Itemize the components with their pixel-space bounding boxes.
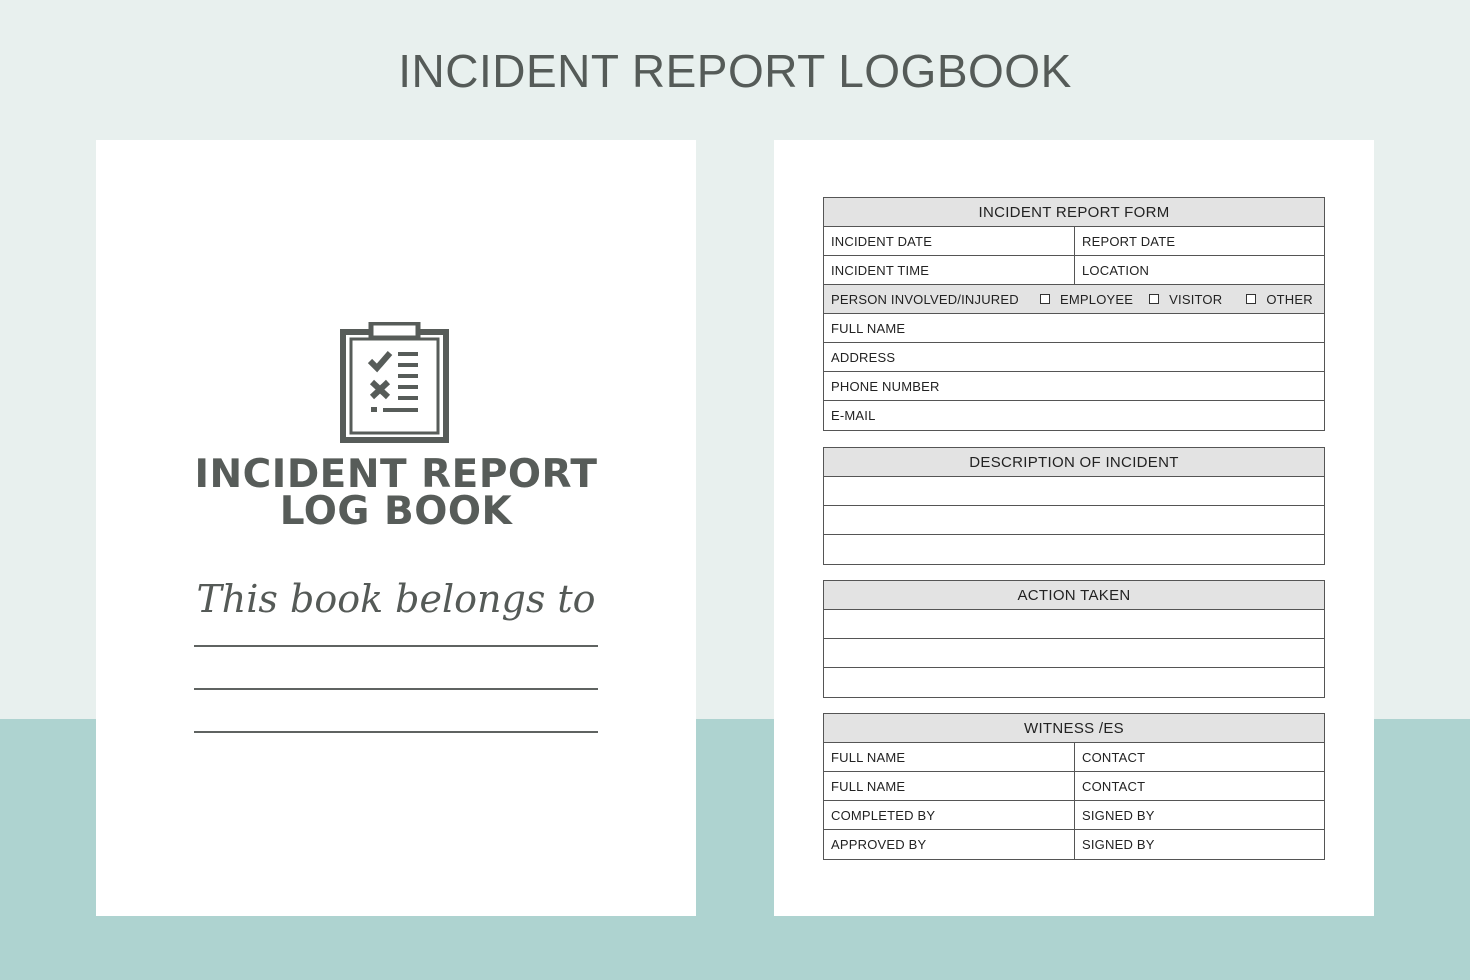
form-row — [824, 372, 1324, 401]
clipboard-checklist-icon — [340, 322, 452, 446]
location-field[interactable]: LOCATION — [1074, 256, 1324, 284]
approved-by-field[interactable]: APPROVED BY — [831, 837, 927, 852]
witness-full-name-field[interactable]: FULL NAME — [831, 749, 906, 765]
cover-page — [96, 140, 696, 916]
banner-title: INCIDENT REPORT LOGBOOK — [398, 45, 1072, 97]
witness-row — [824, 743, 1324, 772]
description-header: DESCRIPTION OF INCIDENT — [824, 448, 1324, 477]
witness-row — [824, 772, 1324, 801]
witness-contact-field[interactable]: CONTACT — [1074, 743, 1324, 771]
form-row — [824, 401, 1324, 430]
owner-write-line[interactable] — [194, 731, 598, 733]
belongs-to-text: This book belongs to — [196, 577, 596, 621]
address-field[interactable]: ADDRESS — [831, 349, 896, 365]
witness-header: WITNESS /ES — [824, 714, 1324, 743]
incident-date-field[interactable]: INCIDENT DATE — [831, 233, 933, 249]
person-type-options — [1030, 285, 1313, 313]
action-taken-line[interactable] — [824, 639, 1324, 668]
witness-row — [824, 801, 1324, 830]
description-line[interactable] — [824, 506, 1324, 535]
description-line[interactable] — [824, 535, 1324, 564]
full-name-field[interactable]: FULL NAME — [831, 320, 906, 336]
person-involved-label: PERSON INVOLVED/INJURED — [831, 291, 1019, 307]
other-option[interactable] — [1246, 292, 1313, 307]
completed-by-field[interactable]: COMPLETED BY — [831, 807, 936, 823]
phone-number-field[interactable]: PHONE NUMBER — [831, 378, 940, 394]
email-field[interactable]: E-MAIL — [831, 408, 876, 423]
incident-report-form — [823, 197, 1325, 431]
description-section — [823, 447, 1325, 565]
employee-checkbox[interactable] — [1040, 294, 1050, 304]
employee-label: EMPLOYEE — [1060, 291, 1134, 307]
signed-by-field[interactable]: SIGNED BY — [1074, 801, 1324, 829]
visitor-label: VISITOR — [1169, 291, 1223, 307]
action-taken-section — [823, 580, 1325, 698]
witness-full-name-field[interactable]: FULL NAME — [831, 778, 906, 794]
form-page — [774, 140, 1374, 916]
form-row — [824, 227, 1324, 256]
form-row — [824, 314, 1324, 343]
signed-by-field[interactable]: SIGNED BY — [1074, 830, 1324, 859]
cover-title-line2: LOG BOOK — [279, 489, 513, 534]
report-date-field[interactable]: REPORT DATE — [1074, 227, 1324, 255]
owner-write-line[interactable] — [194, 645, 598, 647]
employee-option[interactable] — [1040, 292, 1133, 307]
visitor-checkbox[interactable] — [1149, 294, 1159, 304]
witness-row — [824, 830, 1324, 859]
other-checkbox[interactable] — [1246, 294, 1256, 304]
person-involved-row — [824, 285, 1324, 314]
cover-title-line1: INCIDENT REPORT — [194, 452, 598, 497]
description-line[interactable] — [824, 477, 1324, 506]
form-header: INCIDENT REPORT FORM — [824, 198, 1324, 227]
visitor-option[interactable] — [1149, 292, 1222, 307]
owner-write-line[interactable] — [194, 688, 598, 690]
other-label: OTHER — [1266, 291, 1313, 307]
action-taken-line[interactable] — [824, 610, 1324, 639]
witness-section — [823, 713, 1325, 860]
incident-time-field[interactable]: INCIDENT TIME — [831, 262, 930, 278]
action-taken-line[interactable] — [824, 668, 1324, 697]
witness-contact-field[interactable]: CONTACT — [1074, 772, 1324, 800]
form-row — [824, 256, 1324, 285]
form-row — [824, 343, 1324, 372]
action-taken-header: ACTION TAKEN — [824, 581, 1324, 610]
